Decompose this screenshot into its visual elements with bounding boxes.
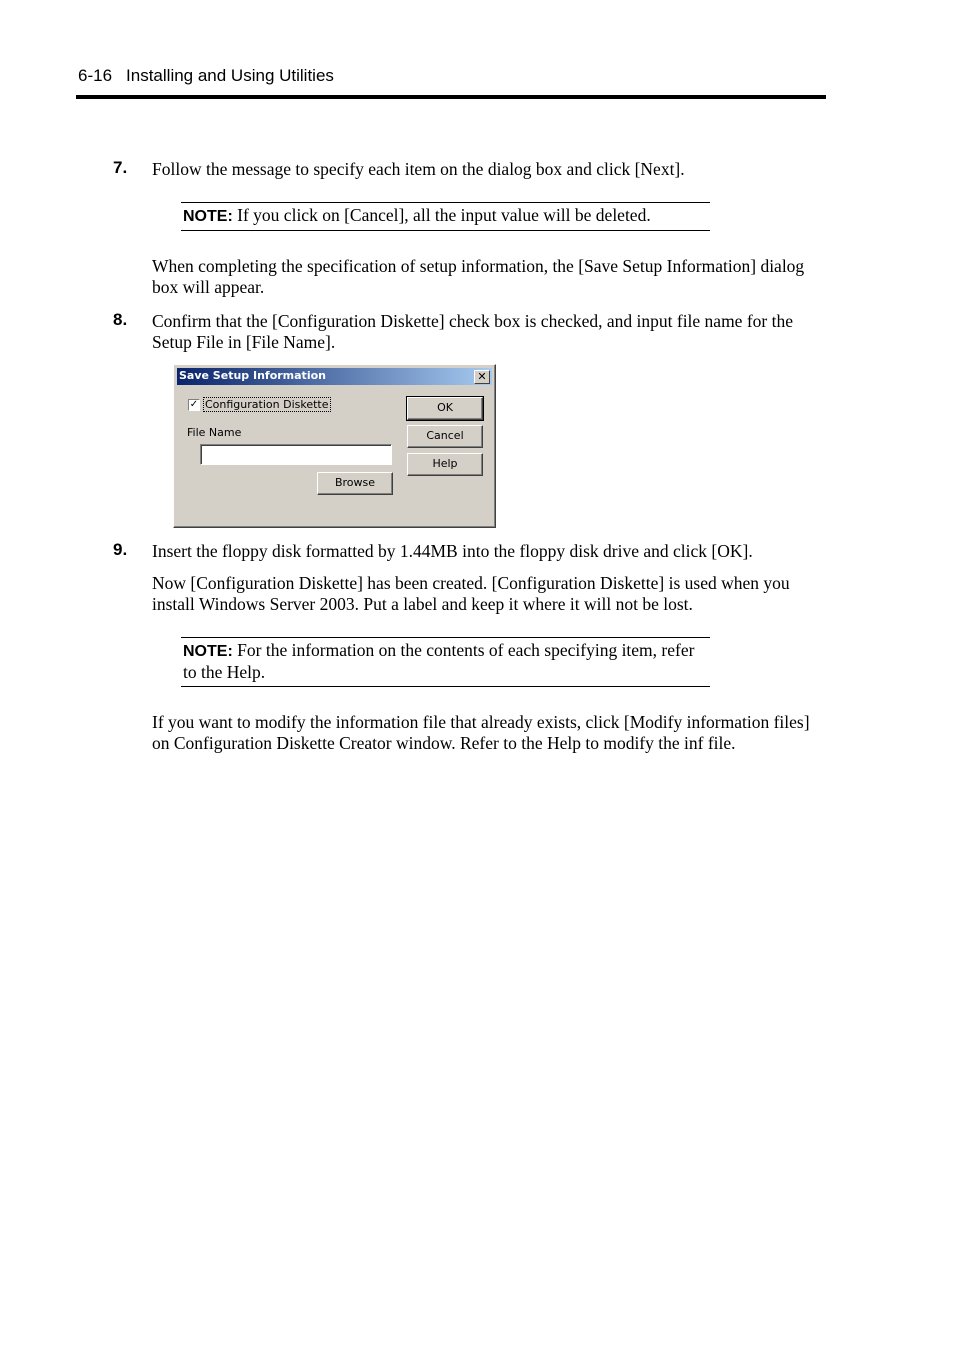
note-text: For the information on the contents of each specifying item, refer to the Help. (183, 640, 695, 682)
page-header (78, 66, 334, 86)
file-name-input[interactable] (200, 444, 392, 465)
setup-info-paragraph: When completing the specification of setup information, the [Save Setup Information] dialog box will appear. (152, 256, 805, 297)
header-rule (76, 95, 826, 99)
configuration-diskette-label[interactable]: Configuration Diskette (205, 398, 329, 411)
browse-button[interactable]: Browse (317, 472, 393, 495)
configuration-diskette-checkbox[interactable]: ✓ (189, 399, 199, 410)
dialog-title: Save Setup Information (179, 369, 326, 382)
close-icon[interactable]: ✕ (474, 370, 490, 384)
diskette-created-paragraph: Now [Configuration Diskette] has been created. [Configuration Diskette] is used when you install Windows Server 2003. Put a label and keep it where it will not be lost. (152, 573, 790, 614)
section-title: Installing and Using Utilities (126, 66, 334, 85)
file-name-label: File Name (187, 426, 242, 439)
note-text: If you click on [Cancel], all the input value will be deleted. (232, 205, 651, 225)
note-label: NOTE: (183, 208, 233, 225)
save-setup-dialog (173, 364, 496, 528)
note-label: NOTE: (183, 643, 233, 660)
step-text-7: Follow the message to specify each item on the dialog box and click [Next]. (152, 159, 685, 179)
note-box-2 (181, 637, 710, 687)
dialog-titlebar (177, 368, 492, 385)
help-button[interactable]: Help (407, 453, 483, 476)
step-text-9: Insert the floppy disk formatted by 1.44MB into the floppy disk drive and click [OK]. (152, 541, 753, 561)
step-number-9: 9. (113, 540, 128, 559)
step-number-8: 8. (113, 310, 128, 329)
step-text-8: Confirm that the [Configuration Diskette] check box is checked, and input file name for the Setup File in [File Name]. (152, 311, 793, 352)
page-number: 6-16 (78, 66, 113, 85)
modify-info-paragraph: If you want to modify the information file that already exists, click [Modify information files] on Configuration Diskette Creator window. Refer to the Help to modify the inf file. (152, 712, 810, 753)
cancel-button[interactable]: Cancel (407, 425, 483, 448)
ok-button[interactable]: OK (407, 397, 483, 420)
step-number-7: 7. (113, 158, 128, 177)
note-box-1 (181, 202, 710, 231)
